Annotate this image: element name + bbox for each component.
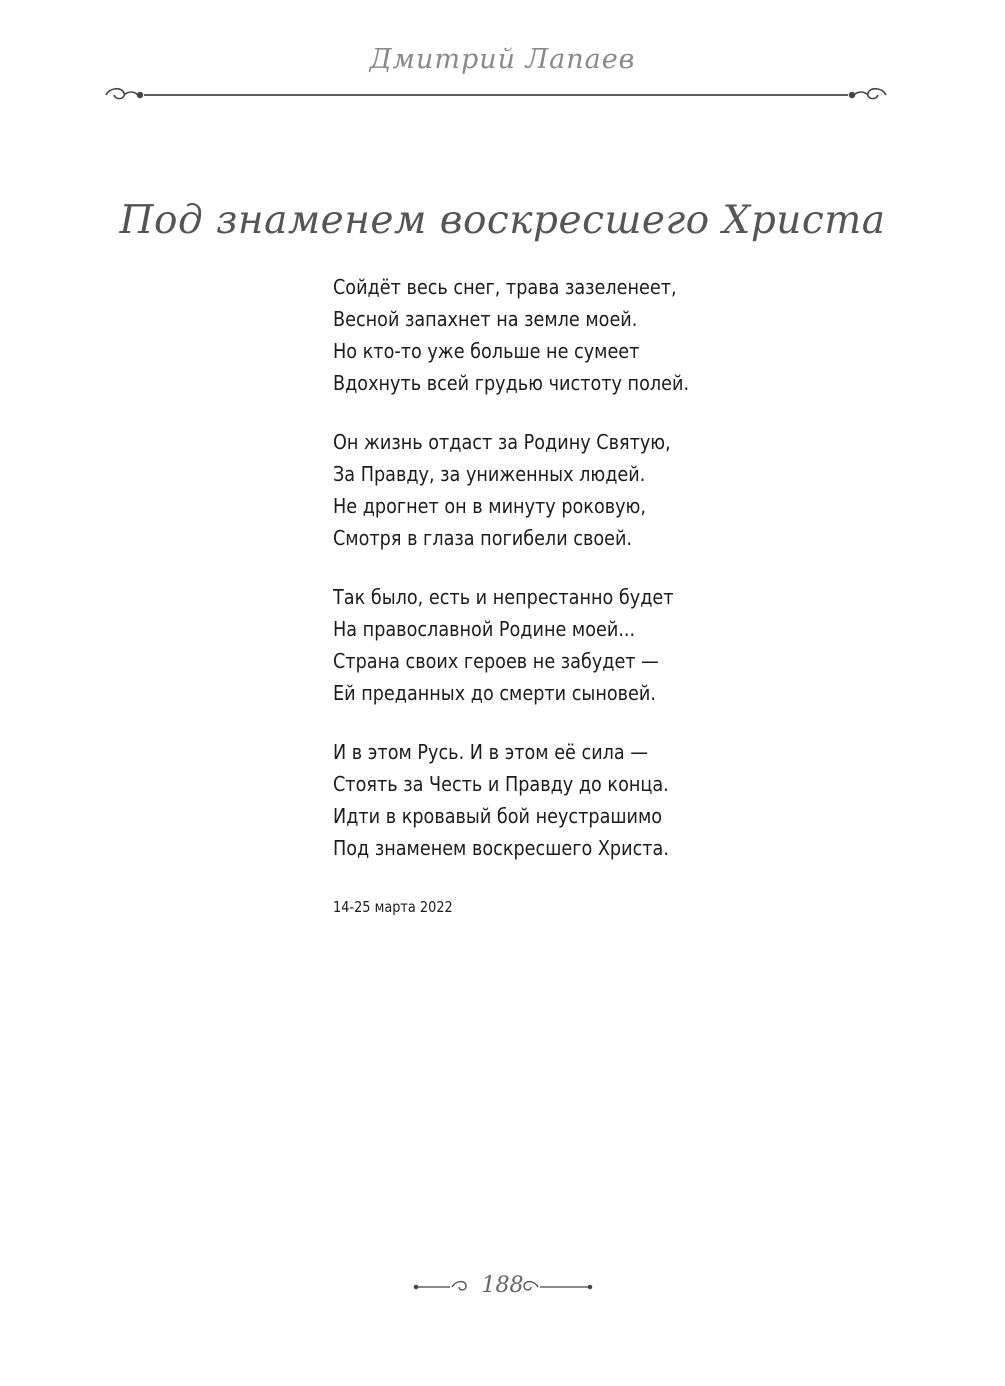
poem-line: Но кто-то уже больше не сумеет [333,339,640,363]
poem-line: И в этом Русь. И в этом её сила — [333,740,648,764]
poem-line: Смотря в глаза погибели своей. [333,526,633,550]
stanza [333,581,753,709]
poem-body [333,271,753,891]
stanza [333,426,753,554]
poem-line: Страна своих героев не забудет — [333,649,659,673]
poem-line: Сойдёт весь снег, трава зазеленеет, [333,275,677,299]
poem-line: Под знаменем воскресшего Христа. [333,836,669,860]
running-header-author: Дмитрий Лапаев [369,44,636,75]
poem-date: 14-25 марта 2022 [333,898,453,916]
poem-line: За Правду, за униженных людей. [333,462,646,486]
poem-line: На православной Родине моей... [333,617,636,641]
poem-line: Так было, есть и непрестанно будет [333,585,674,609]
page-number: 188 [481,1273,524,1298]
poem-line: Ей преданных до смерти сыновей. [333,681,656,705]
poem-line: Не дрогнет он в минуту роковую, [333,494,647,518]
header-ornamental-rule [100,82,892,108]
stanza [333,271,753,399]
poem-line: Весной запахнет на земле моей. [333,307,638,331]
poem-line: Вдохнуть всей грудью чистоту полей. [333,371,690,395]
stanza [333,736,753,864]
poem-line: Стоять за Честь и Правду до конца. [333,772,669,796]
poem-line: Он жизнь отдаст за Родину Святую, [333,430,671,454]
poem-line: Идти в кровавый бой неустрашимо [333,804,663,828]
poem-title: Под знаменем воскресшего Христа [119,198,886,243]
